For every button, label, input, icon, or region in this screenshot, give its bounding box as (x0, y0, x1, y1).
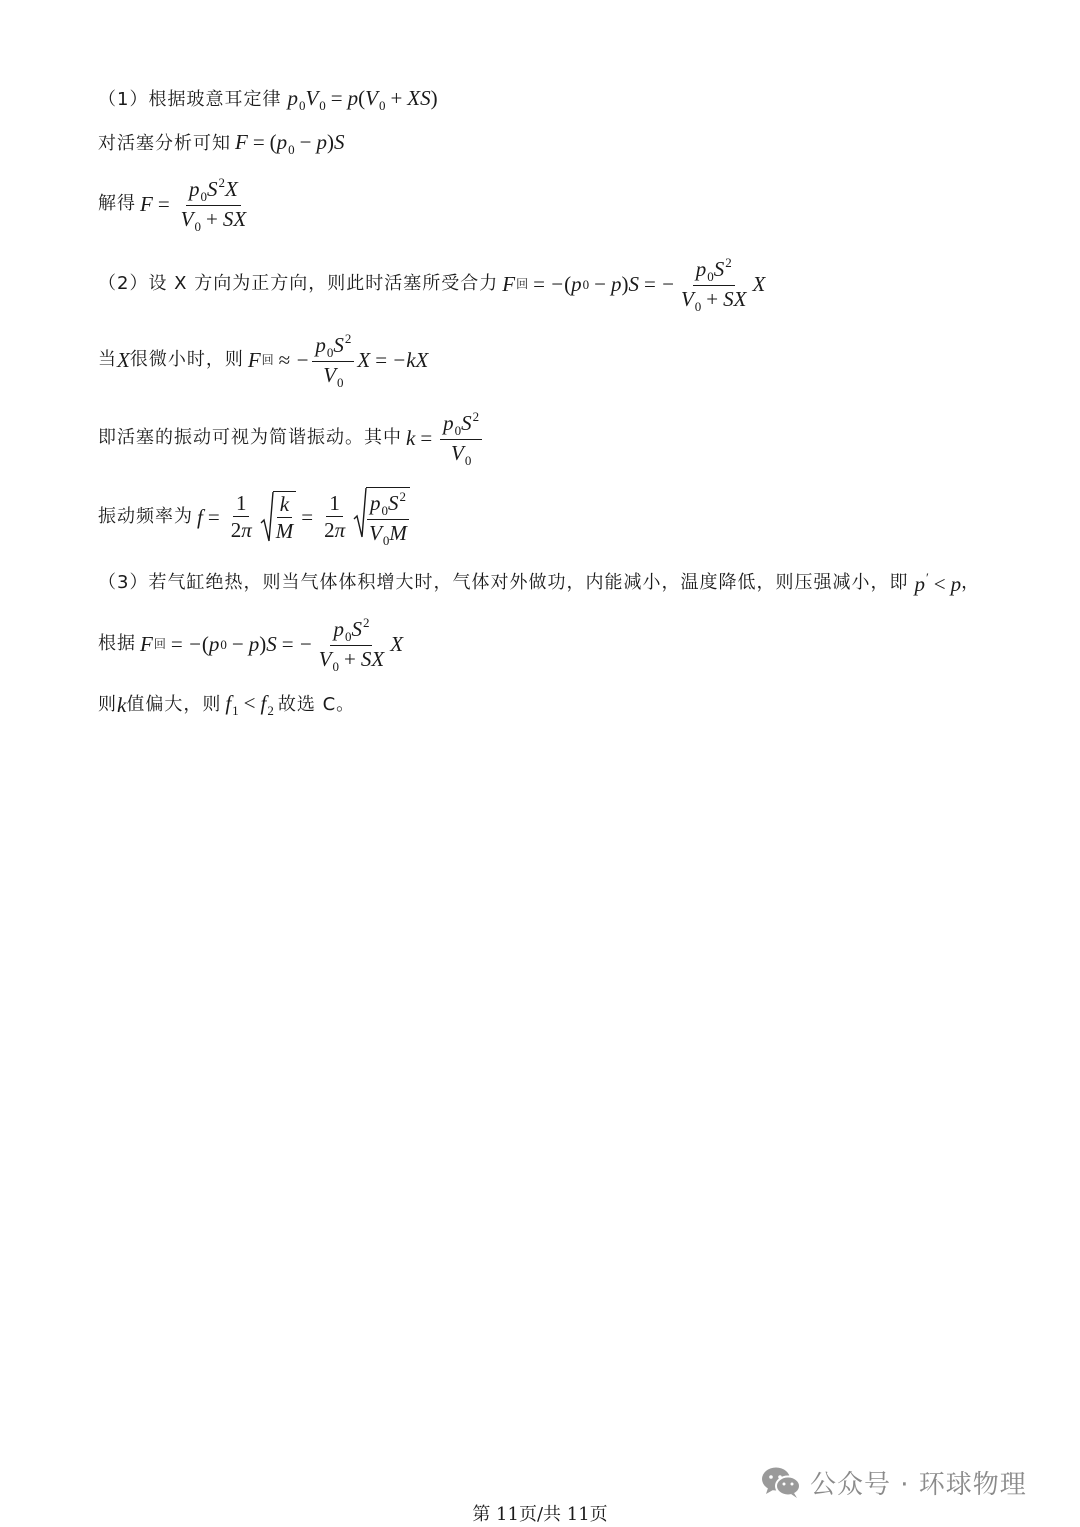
subscript-hui: 回 (516, 277, 529, 291)
variable-x: X (117, 347, 130, 372)
equation-force-result: F = $\frac{p_0S^2X}{V_0 + SX}$ (140, 174, 247, 234)
watermark (760, 1462, 1027, 1502)
solution-line-2 (98, 132, 1020, 156)
equation-restoring-force-2: F 回 = − ( p 0 − p ) S = − $\frac{p_0S^2}{V_0 + SX}$ X (140, 614, 404, 674)
text-frequency: 振动频率为 (98, 506, 193, 527)
wechat-icon (760, 1465, 802, 1499)
solution-line-7 (98, 486, 1020, 548)
solution-line-1 (98, 88, 1020, 112)
solution-line-4 (98, 256, 1020, 312)
subscript-hui: 回 (153, 637, 166, 651)
solution-line-3 (98, 176, 1020, 232)
equation-f-compare: $f_1 < f_2$ (225, 691, 274, 718)
text-piston-analysis: 对活塞分析可知 (98, 133, 231, 154)
sqrt-sign: $\frac{k}{M}$ (260, 491, 297, 543)
sqrt-sign: $\frac{p_0S^2}{V_0M}$ (353, 487, 410, 547)
equation-frequency: f = $\frac{1}{2\pi}$ $\frac{k}{M}$ = $\frac{1}{2\pi}$ $\frac{p_0S^2}{V_0M}$ (197, 487, 410, 547)
page-footer: 第 11页/共 11页 (472, 1504, 608, 1525)
variable-k: k (117, 692, 127, 717)
equation-k: k = $\frac{p_0S^2}{V_0}$ (406, 410, 485, 467)
equation-boyle-law: $p_0V_0 = p(V_0 + XS)$ (287, 86, 438, 113)
text-very-small: 很微小时，则 (129, 349, 244, 370)
text-solve: 解得 (98, 193, 136, 214)
equation-pressure-compare: p′ < p (914, 570, 962, 596)
text-answer-c: 故选 C。 (277, 694, 356, 715)
text-part2-direction: （2）设 X 方向为正方向，则此时活塞所受合力 (98, 273, 499, 294)
solution-line-5 (98, 332, 1020, 388)
solution-line-8 (98, 571, 1020, 595)
solution-line-9 (98, 616, 1020, 672)
text-when: 当 (98, 349, 117, 370)
text-shm: 即活塞的振动可视为简谐振动。其中 (98, 427, 402, 448)
solution-line-10 (98, 693, 1020, 717)
subscript-hui: 回 (261, 353, 274, 367)
solution-line-6 (98, 410, 1020, 466)
text-comma: ， (961, 572, 981, 593)
text-according-to: 根据 (98, 633, 136, 654)
equation-force: $F = (p_0 - p)S$ (235, 130, 345, 157)
text-part1-boyle-law: （1）根据玻意耳定律 (98, 89, 282, 110)
equation-approximation: F 回 ≈ − $\frac{p_0S^2}{V_0}$ X = −kX (247, 330, 429, 390)
watermark-text: 公众号 · 环球物理 (810, 1469, 1027, 1500)
text-k-larger: 值偏大，则 (126, 694, 222, 715)
text-then: 则 (98, 694, 117, 715)
equation-restoring-force: F 回 = − ( p 0 − p ) S = − $\frac{p_0S^2}{V_0 + SX}$ X (502, 254, 766, 314)
text-part3-adiabatic: （3）若气缸绝热，则当气体体积增大时，气体对外做功，内能减小，温度降低，则压强减小，即 (98, 572, 909, 593)
